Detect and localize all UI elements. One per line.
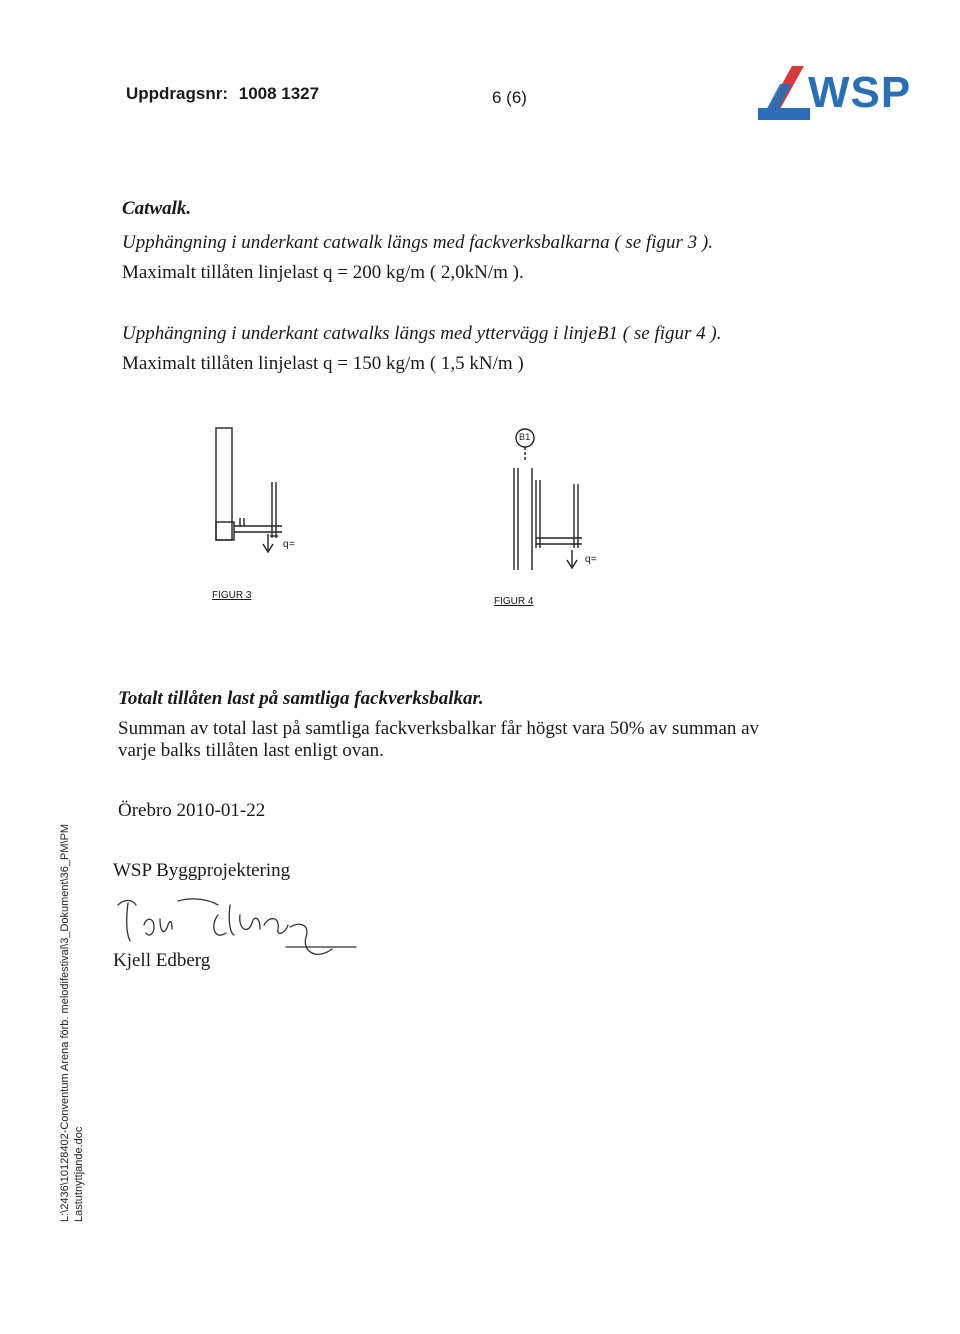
order-label: Uppdragsnr:	[126, 84, 228, 103]
catwalk-line-1: Upphängning i underkant catwalk längs med fackverksbalkarna ( se figur 3 ).	[122, 232, 714, 253]
catwalk-line-4: Maximalt tillåten linjelast q = 150 kg/m ( 1,5 kN/m )	[122, 353, 524, 374]
signer-name: Kjell Edberg	[113, 950, 211, 971]
catwalk-line-2: Maximalt tillåten linjelast q = 200 kg/m ( 2,0kN/m ).	[122, 262, 524, 283]
figure-4-caption: FIGUR 4	[494, 596, 534, 607]
catwalk-line-3: Upphängning i underkant catwalks längs med yttervägg i linjeB1 ( se figur 4 ).	[122, 323, 722, 344]
figure-4-drawing	[500, 420, 620, 580]
total-line-1: Summan av total last på samtliga fackverksbalkar får högst vara 50% av summan av	[118, 718, 760, 739]
figure-3-caption: FIGUR 3	[212, 590, 252, 601]
figure-3-drawing	[200, 420, 340, 570]
total-heading: Totalt tillåten last på samtliga fackverksbalkar.	[118, 688, 484, 709]
order-number-line	[126, 84, 319, 104]
order-number: 1008 1327	[238, 84, 320, 103]
page-number: 6 (6)	[492, 88, 527, 107]
catwalk-heading: Catwalk.	[122, 198, 192, 219]
file-path-line-1: L:\2436\10128402-Conventum Arena förb. melodifestival\3_Dokument\36_PM\PM	[59, 823, 71, 1222]
wsp-logo-mark-icon	[756, 64, 812, 122]
place-date: Örebro 2010-01-22	[118, 800, 266, 821]
wsp-logo	[756, 64, 926, 124]
figure-3-q-label: q=	[283, 539, 296, 550]
wsp-logo-text: WSP	[808, 68, 912, 117]
total-line-2: varje balks tillåten last enligt ovan.	[118, 740, 384, 761]
figure-4-q-label: q=	[585, 554, 598, 565]
axis-b1-label: B1	[519, 432, 531, 442]
company-name: WSP Byggprojektering	[113, 860, 291, 881]
file-path-sidebar	[58, 824, 86, 1222]
file-path-line-2: Lastutnyttjande.doc	[73, 1126, 85, 1222]
